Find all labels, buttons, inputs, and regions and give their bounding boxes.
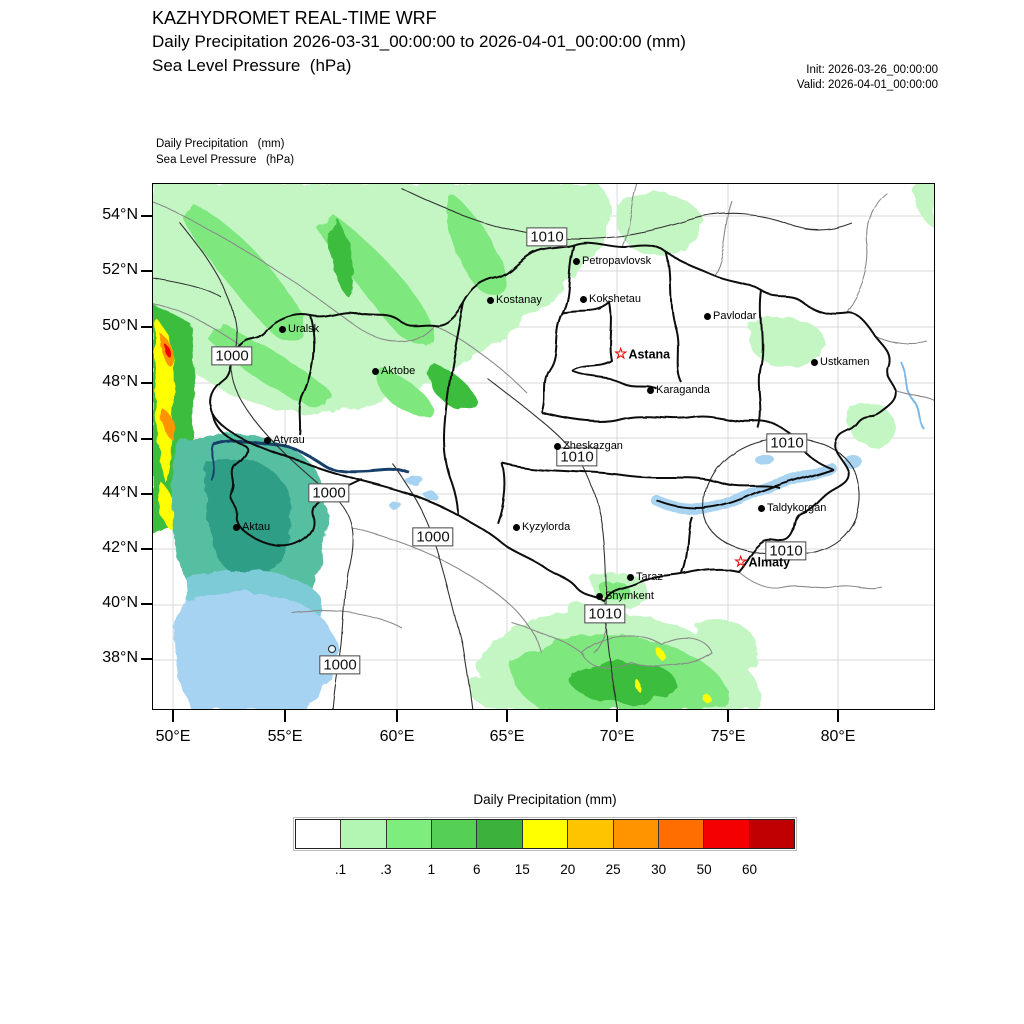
city-dot-icon: [811, 359, 818, 366]
lon-axis-tick: [837, 710, 839, 722]
colorbar-tick-label: .3: [380, 862, 392, 877]
city-label: Aktau: [242, 521, 271, 533]
city-label: Astana: [628, 347, 671, 361]
pressure-contour-label: 1010: [766, 433, 807, 452]
city-label: Ustkamen: [820, 356, 870, 368]
city-marker-petropavlovsk: [573, 255, 651, 267]
lat-axis-tick: [141, 603, 152, 605]
lat-axis-label: 50°N: [102, 317, 138, 335]
city-label: Atyrau: [273, 434, 305, 446]
page-title: KAZHYDROMET REAL-TIME WRF: [152, 8, 437, 28]
lon-axis-label: 60°E: [379, 728, 415, 745]
pressure-contour-label: 1000: [308, 483, 349, 502]
colorbar-segment: [387, 820, 432, 848]
colorbar-segment: [477, 820, 522, 848]
lon-axis-tick: [396, 710, 398, 722]
city-marker-aktau: [233, 521, 270, 533]
city-marker-taldykorgan: [758, 502, 826, 514]
city-label: Zheskazgan: [563, 440, 623, 452]
lon-axis-label: 50°E: [155, 728, 191, 745]
lon-axis-tick: [616, 710, 618, 722]
lon-axis-label: 80°E: [820, 728, 856, 745]
colorbar-tick-label: 50: [696, 862, 712, 877]
lon-axis-label: 70°E: [599, 728, 635, 745]
colorbar-segment: [341, 820, 386, 848]
colorbar-tick-label: .1: [334, 862, 347, 877]
city-marker-zheskazgan: [554, 440, 623, 452]
colorbar: [295, 819, 795, 849]
contour-center-marker: [328, 645, 336, 653]
colorbar-tick-label: 25: [605, 862, 621, 877]
city-dot-icon: [573, 258, 580, 265]
city-dot-icon: [264, 437, 271, 444]
city-marker-aktobe: [372, 365, 415, 377]
lat-axis-tick: [141, 658, 152, 660]
lon-axis-label: 75°E: [710, 728, 746, 745]
colorbar-tick-label: 15: [514, 862, 530, 877]
colorbar-segment: [750, 820, 794, 848]
city-marker-astana: [614, 347, 670, 362]
city-label: Pavlodar: [713, 310, 757, 322]
lon-axis-label: 55°E: [267, 728, 303, 745]
city-marker-taraz: [627, 571, 663, 583]
colorbar-segment: [659, 820, 704, 848]
city-label: Karaganda: [656, 384, 710, 396]
pressure-contour-label: 1010: [526, 227, 567, 246]
city-dot-icon: [554, 443, 561, 450]
city-dot-icon: [758, 505, 765, 512]
lat-axis-tick: [141, 215, 152, 217]
pressure-contour-label: 1010: [765, 541, 806, 560]
city-marker-pavlodar: [704, 310, 756, 322]
city-dot-icon: [372, 368, 379, 375]
city-dot-icon: [647, 387, 654, 394]
pressure-contour-label: 1000: [211, 346, 252, 365]
city-label: Kokshetau: [589, 293, 641, 305]
city-label: Petropavlovsk: [582, 255, 652, 267]
valid-time: Valid: 2026-04-01_00:00:00: [796, 79, 938, 92]
city-dot-icon: [279, 326, 286, 333]
lat-axis-label: 54°N: [102, 206, 138, 224]
star-icon: ☆: [614, 345, 628, 363]
city-label: Almaty: [748, 555, 791, 569]
city-marker-karaganda: [647, 384, 710, 396]
lat-axis-tick: [141, 493, 152, 495]
colorbar-tick-label: 1: [427, 862, 436, 877]
subtitle-pressure: Sea Level Pressure (hPa): [152, 56, 352, 75]
legend-line-precip: Daily Precipitation (mm): [156, 138, 285, 150]
colorbar-tick-label: 30: [651, 862, 667, 877]
lat-axis-tick: [141, 382, 152, 384]
colorbar-segment: [568, 820, 613, 848]
map-legend: [156, 136, 294, 168]
city-label: Uralsk: [288, 323, 320, 335]
city-dot-icon: [513, 524, 520, 531]
city-dot-icon: [233, 524, 240, 531]
city-dot-icon: [580, 296, 587, 303]
lat-axis-tick: [141, 548, 152, 550]
map-frame: [152, 183, 935, 710]
colorbar-title: Daily Precipitation (mm): [473, 792, 617, 807]
pressure-contour-label: 1010: [584, 604, 625, 623]
pressure-contour-label: 1010: [556, 447, 597, 466]
lat-axis-tick: [141, 438, 152, 440]
colorbar-segment: [614, 820, 659, 848]
city-marker-almaty: [734, 555, 790, 570]
lat-axis-label: 40°N: [102, 594, 138, 612]
star-icon: ☆: [734, 553, 748, 571]
lat-axis-tick: [141, 270, 152, 272]
lat-axis-label: 46°N: [102, 429, 138, 447]
city-label: Kostanay: [496, 294, 542, 306]
city-label: Taldykorgan: [767, 502, 827, 514]
colorbar-tick-label: 20: [560, 862, 576, 877]
subtitle-precipitation: Daily Precipitation 2026-03-31_00:00:00 to 2026-04-01_00:00:00 (mm): [152, 32, 686, 51]
city-label: Kyzylorda: [522, 521, 571, 533]
init-time: Init: 2026-03-26_00:00:00: [806, 64, 938, 76]
lat-axis-label: 38°N: [102, 649, 138, 667]
city-marker-atyrau: [264, 434, 305, 446]
colorbar-tick-label: 60: [742, 862, 758, 877]
colorbar-segment: [704, 820, 749, 848]
city-label: Aktobe: [381, 365, 416, 377]
city-label: Shymkent: [605, 590, 654, 602]
colorbar-segment: [432, 820, 477, 848]
pressure-contour-label: 1000: [412, 527, 453, 546]
colorbar-tick-label: 6: [473, 862, 481, 877]
lon-axis-tick: [172, 710, 174, 722]
lon-axis-tick: [727, 710, 729, 722]
lat-axis-label: 44°N: [102, 484, 138, 502]
run-times: [797, 63, 938, 93]
city-dot-icon: [704, 313, 711, 320]
colorbar-segment: [296, 820, 341, 848]
city-label: Taraz: [636, 571, 663, 583]
lon-axis-tick: [284, 710, 286, 722]
colorbar-segment: [523, 820, 568, 848]
city-marker-shymkent: [596, 590, 654, 602]
city-dot-icon: [627, 574, 634, 581]
lat-axis-label: 52°N: [102, 261, 138, 279]
lat-axis-label: 48°N: [102, 373, 138, 391]
city-marker-kokshetau: [580, 293, 641, 305]
lat-axis-tick: [141, 326, 152, 328]
city-dot-icon: [487, 297, 494, 304]
lon-axis-tick: [506, 710, 508, 722]
lon-axis-label: 65°E: [489, 728, 525, 745]
legend-line-pressure: Sea Level Pressure (hPa): [156, 154, 295, 167]
city-marker-kostanay: [487, 294, 542, 306]
lat-axis-label: 42°N: [102, 539, 138, 557]
city-marker-kyzylorda: [513, 521, 570, 533]
pressure-contour-label: 1000: [319, 655, 360, 674]
city-dot-icon: [596, 593, 603, 600]
city-marker-ustkamen: [811, 356, 870, 368]
city-marker-uralsk: [279, 323, 319, 335]
